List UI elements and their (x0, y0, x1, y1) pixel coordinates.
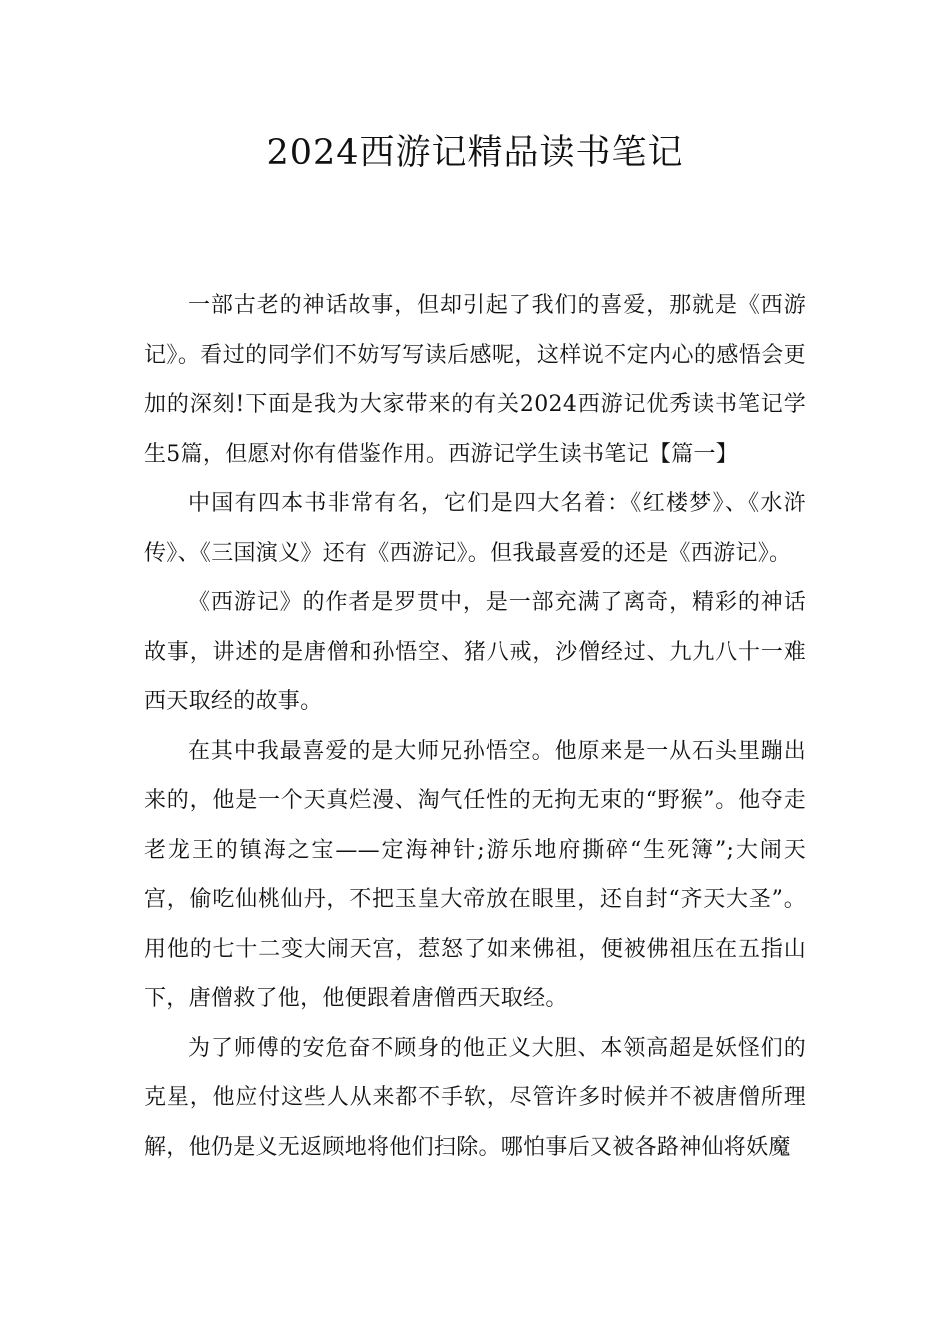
document-title: 2024西游记精品读书笔记 (266, 133, 684, 173)
paragraph-author: 《西游记》的作者是罗贯中，是一部充满了离奇，精彩的神话故事，讲述的是唐僧和孙悟空、猪八戒，沙僧经过、九九八十一难西天取经的故事。 (144, 590, 806, 714)
paragraph-four-classics: 中国有四本书非常有名，它们是四大名着：《红楼梦》、《水浒传》、《三国演义》还有《西游记》。但我最喜爱的还是《西游记》。 (144, 491, 806, 566)
paragraph-protect-master: 为了师傅的安危奋不顾身的他正义大胆、本领高超是妖怪们的克星，他应付这些人从来都不手软，尽管许多时候并不被唐僧所理解，他仍是义无返顾地将他们扫除。哪怕事后又被各路神仙将妖魔 (144, 1035, 806, 1160)
document-body (144, 281, 806, 1172)
paragraph-intro: 一部古老的神话故事，但却引起了我们的喜爱，那就是《西游记》。看过的同学们不妨写写读后感呢，这样说不定内心的感悟会更加的深刻!下面是我为大家带来的有关2024西游记优秀读书笔记学生5篇，但愿对你有借鉴作用。西游记学生读书笔记【篇一】 (144, 293, 806, 467)
paragraph-sun-wukong: 在其中我最喜爱的是大师兄孙悟空。他原来是一从石头里蹦出来的，他是一个天真烂漫、淘气任性的无拘无束的“野猴”。他夺走老龙王的镇海之宝——定海神针;游乐地府撕碎“生死簿”;大闹天宫，偷吃仙桃仙丹，不把玉皇大帝放在眼里，还自封“齐天大圣”。用他的七十二变大闹天宫，惹怒了如来佛祖，便被佛祖压在五指山下，唐僧救了他，他便跟着唐僧西天取经。 (144, 738, 806, 1011)
